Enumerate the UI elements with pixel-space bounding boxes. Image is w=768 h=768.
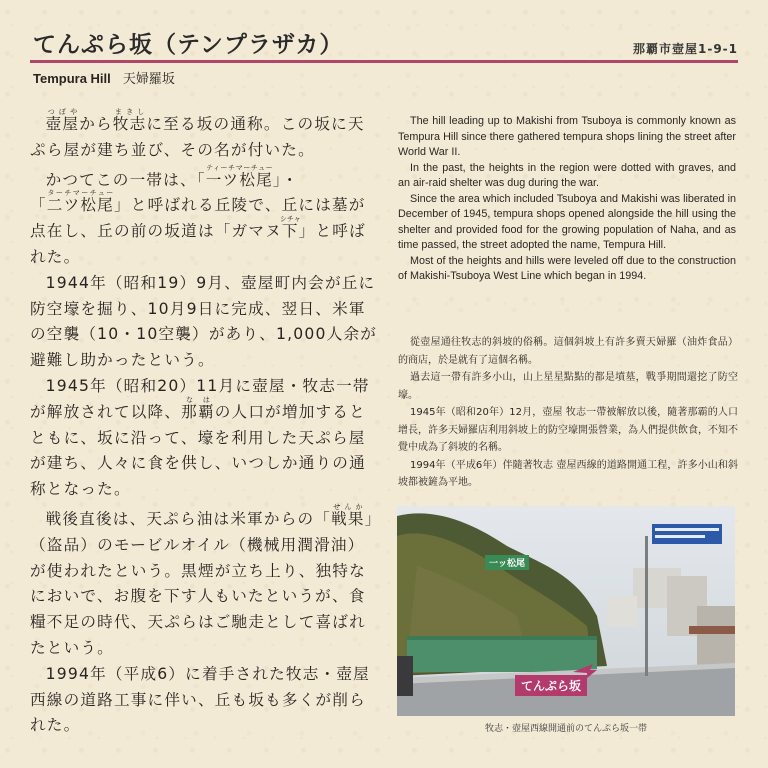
street-photo [397, 506, 735, 716]
ruby-word: 下シチャ [279, 215, 301, 241]
ruby-word: 戦果せんか [331, 502, 365, 528]
text-run: 戦後直後は、天ぷら油は米軍からの「 [45, 509, 332, 528]
chinese-paragraph: 過去這一帶有許多小山，山上星星點點的都是墳墓，戰爭期間還挖了防空壕。 [398, 372, 738, 401]
ruby-reading: せんか [331, 502, 365, 511]
text-run: 」と呼ばれる丘陵で、丘には墓が点在し、丘の前の坂道は「ガマヌ [30, 196, 366, 241]
english-paragraph: In the past, the heights in the region were dotted with graves, and an air-raid shelter was dug during the war. [398, 161, 736, 189]
english-text-column [398, 114, 736, 285]
text-run: の人口が増加するとともに、坂に沿って、壕を利用した天ぷら屋が建ち、人々に食を供し、いつしか通りの通称となった。 [30, 402, 366, 499]
ruby-word: 一ツ松尾ティーチマーチュー [205, 163, 273, 189]
japanese-paragraph [30, 374, 380, 503]
text-run: 1994年（平成6）に着手された牧志・壺屋西線の道路工事に伴い、丘も坂も多くが削られた。 [30, 664, 370, 735]
text-run: 」（盗品）のモービルオイル（機械用潤滑油）が使われたという。黒煙が立ち上り、独特なにおいで、お腹を下す人もいたというが、食糧不足の時代、天ぷらはご馳走として喜ばれたという。 [30, 509, 374, 657]
page-title: てんぷら坂（テンプラザカ） [33, 32, 344, 58]
ruby-reading: つぼや [45, 108, 80, 116]
ruby-reading: ティーチマーチュー [205, 163, 273, 172]
text-run: 1945年（昭和20）11月に壺屋・牧志一帯が解放されて以降、 [30, 376, 370, 421]
chinese-paragraph: 1994年（平成6年）伴隨著牧志 壺屋西線的道路開通工程，許多小山和斜坡都被鏟為平地。 [398, 459, 738, 488]
text-run: かつてこの一帯は、「 [45, 170, 206, 189]
japanese-text-column [30, 108, 380, 739]
ruby-reading: なは [181, 395, 215, 404]
text-run: に至る坂の通称。この坂に天ぷら屋が建ち並び、その名が付いた。 [30, 115, 365, 159]
text-run: 」と呼ばれた。 [30, 222, 366, 266]
ruby-word: 那覇なは [181, 395, 215, 421]
japanese-paragraph [30, 662, 380, 739]
photo-tag-hill: 一ッ松尾 [485, 555, 529, 570]
chinese-paragraph: 1945年（昭和20年）12月，壺屋 牧志一帶被解放以後，隨著那霸的人口增長，許多天婦羅店利用斜坡上的防空壕開張營業，為人們提供飲食，不知不覺中成為了斜坡的名稱。 [398, 407, 738, 453]
english-paragraph: Most of the heights and hills were leveled off due to the construction of Makishi-Tsuboya West Line which began in 1994. [398, 254, 736, 282]
text-run: から [79, 115, 113, 133]
japanese-paragraph [30, 108, 380, 164]
chinese-paragraph: 從壺屋通往牧志的斜坡的俗稱。這個斜坡上有許多賣天婦羅（油炸食品）的商店，於是就有了這個名稱。 [398, 337, 738, 366]
english-paragraph: The hill leading up to Makishi from Tsuboya is commonly known as Tempura Hill since there gathered tempura shops lining the street after World War II. [398, 115, 736, 158]
photo-tag-slope: てんぷら坂 [515, 675, 587, 696]
subtitle-chinese: 天婦羅坂 [122, 72, 175, 87]
ruby-reading: ターチマーチュー [46, 189, 114, 198]
ruby-word: 二ツ松尾ターチマーチュー [46, 189, 114, 215]
ruby-reading: シチャ [279, 215, 301, 224]
photo-caption: 牧志・壺屋西線開通前のてんぷら坂一帯 [484, 724, 647, 734]
ruby-reading: まきし [112, 108, 147, 116]
japanese-paragraph [30, 164, 380, 271]
ruby-word: 牧志まきし [112, 108, 147, 133]
ruby-word: 壺屋つぼや [45, 108, 80, 133]
japanese-paragraph [30, 503, 380, 662]
header-divider [30, 60, 738, 63]
address-label: 那覇市壺屋1-9-1 [632, 42, 738, 56]
japanese-paragraph [30, 271, 380, 374]
text-run: 1944年（昭和19）9月、壺屋町内会が丘に防空壕を掘り、10月9日に完成、翌日、米軍の空襲（10・10空襲）があり、1,000人余が避難し助かったという。 [30, 273, 378, 370]
subtitle-english: Tempura Hill [33, 71, 111, 86]
chinese-text-column [398, 334, 738, 492]
text-run: 」・「 [30, 170, 299, 215]
subtitle [33, 68, 175, 87]
english-paragraph: Since the area which included Tsuboya and Makishi was liberated in December of 1945, tempura shops opened alongside the hill using the shelter and provided food for the growing population of Naha, and as time passed, the street adopted the name, Tempura Hill. [398, 192, 736, 251]
